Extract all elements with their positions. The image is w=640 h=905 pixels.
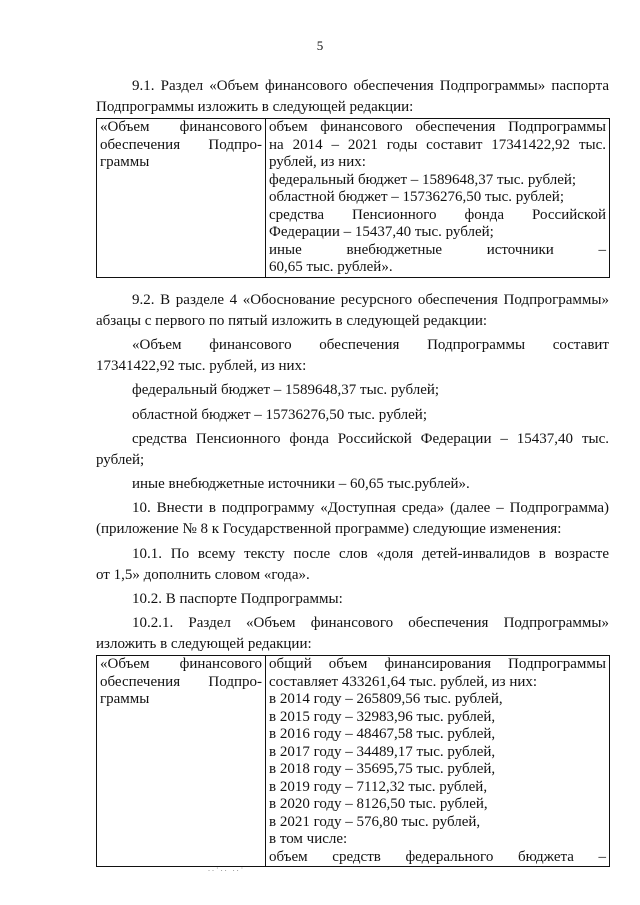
section-10-line-1: 10. Внести в подпрограмму «Доступная среда» (далее – Подпрограмма) [132, 500, 609, 516]
table-10-2-1-left-line: «Объем финансового [100, 656, 262, 672]
table-9-1-left-line: обеспечения Подпро- [100, 136, 262, 153]
table-10-2-1-left-line: обеспечения Подпро- [100, 673, 262, 690]
table-10-2-1-right-line: в 2019 году – 7112,32 тыс. рублей, [269, 778, 488, 795]
table-10-2-1-right-line: в 2015 году – 32983,96 тыс. рублей, [269, 708, 496, 725]
table-10-2-1-right-line: общий объем финансирования Подпрограммы [269, 656, 606, 672]
table-9-1-right-line: иные внебюджетные источники – [269, 241, 606, 258]
table-10-2-1-right-line: в том числе: [269, 831, 348, 847]
table-9-1-left-line: граммы [100, 154, 150, 170]
section-9-1-intro-line-1: 9.1. Раздел «Объем финансового обеспечения Подпрограммы» паспорта [132, 78, 609, 94]
table-10-2-1-right-line: в 2016 году – 48467,58 тыс. рублей, [269, 726, 496, 742]
table-10-2-1-right-line: объем средств федерального бюджета – [269, 848, 606, 865]
table-9-1-right-cell [266, 119, 610, 278]
section-10-1-line-2: от 1,5» дополнить словом «года». [96, 567, 310, 583]
table-9-1-right-line: рублей, из них: [269, 154, 366, 170]
section-10-2-1-line-1: 10.2.1. Раздел «Объем финансового обеспечения Подпрограммы» [132, 615, 609, 631]
section-9-2-line-2: абзацы с первого по пятый изложить в следующей редакции: [96, 313, 488, 329]
table-10-2-1-right-cell [266, 656, 610, 867]
table-9-1-right-line: объем финансового обеспечения Подпрограммы [269, 119, 606, 135]
table-9-1-right-line: Федерации – 15437,40 тыс. рублей; [269, 224, 494, 240]
table-10-2-1-right-line: в 2018 году – 35695,75 тыс. рублей, [269, 761, 496, 777]
section-9-2-line-9: иные внебюджетные источники – 60,65 тыс.рублей». [132, 476, 470, 492]
section-9-2-line-3: «Объем финансового обеспечения Подпрограммы составит [132, 337, 609, 353]
table-10-2-1-right-line: в 2014 году – 265809,56 тыс. рублей, [269, 691, 503, 707]
table-10-2-1-right-line: в 2017 году – 34489,17 тыс. рублей, [269, 743, 496, 760]
table-9-1-right-line: средства Пенсионного фонда Российской [269, 206, 606, 223]
table-10-2-1-right-line: в 2020 году – 8126,50 тыс. рублей, [269, 796, 488, 812]
scan-mark: ..·.. ..· [208, 864, 246, 873]
table-10-2-1-left-cell [97, 656, 266, 867]
table-9-1-left-cell [97, 119, 266, 278]
section-10-line-2: (приложение № 8 к Государственной программе) следующие изменения: [96, 521, 562, 537]
page-number: 5 [316, 38, 324, 53]
section-9-2-line-6: областной бюджет – 15736276,50 тыс. рублей; [132, 407, 427, 423]
table-9-1-right-line: областной бюджет – 15736276,50 тыс. рублей; [269, 189, 564, 205]
section-9-2-line-1: 9.2. В разделе 4 «Обоснование ресурсного обеспечения Подпрограммы» [132, 292, 609, 308]
section-9-1-intro-line-2: Подпрограммы изложить в следующей редакции: [96, 99, 414, 115]
table-9-1-left-line: «Объем финансового [100, 119, 262, 135]
section-10-1-line-1: 10.1. По всему тексту после слов «доля детей-инвалидов в возрасте [132, 546, 609, 562]
table-9-1 [96, 118, 610, 278]
table-9-1-right-line: 60,65 тыс. рублей». [269, 259, 393, 275]
table-10-2-1-left-line: граммы [100, 691, 150, 707]
section-10-2-line: 10.2. В паспорте Подпрограммы: [132, 591, 343, 607]
section-9-2-line-4: 17341422,92 тыс. рублей, из них: [96, 358, 307, 374]
table-9-1-right-line: федеральный бюджет – 1589648,37 тыс. рублей; [269, 171, 577, 188]
section-9-2-line-7: средства Пенсионного фонда Российской Федерации – 15437,40 тыс. [132, 431, 609, 447]
table-9-1-right-line: на 2014 – 2021 годы составит 17341422,92 тыс. [269, 136, 606, 153]
table-10-2-1-right-line: составляет 433261,64 тыс. рублей, из них: [269, 673, 538, 690]
table-10-2-1-right-line: в 2021 году – 576,80 тыс. рублей, [269, 813, 481, 830]
section-10-2-1-line-2: изложить в следующей редакции: [96, 636, 312, 652]
table-10-2-1 [96, 655, 610, 867]
section-9-2-line-8: рублей; [96, 452, 145, 468]
section-9-2-line-5: федеральный бюджет – 1589648,37 тыс. рублей; [132, 382, 440, 398]
